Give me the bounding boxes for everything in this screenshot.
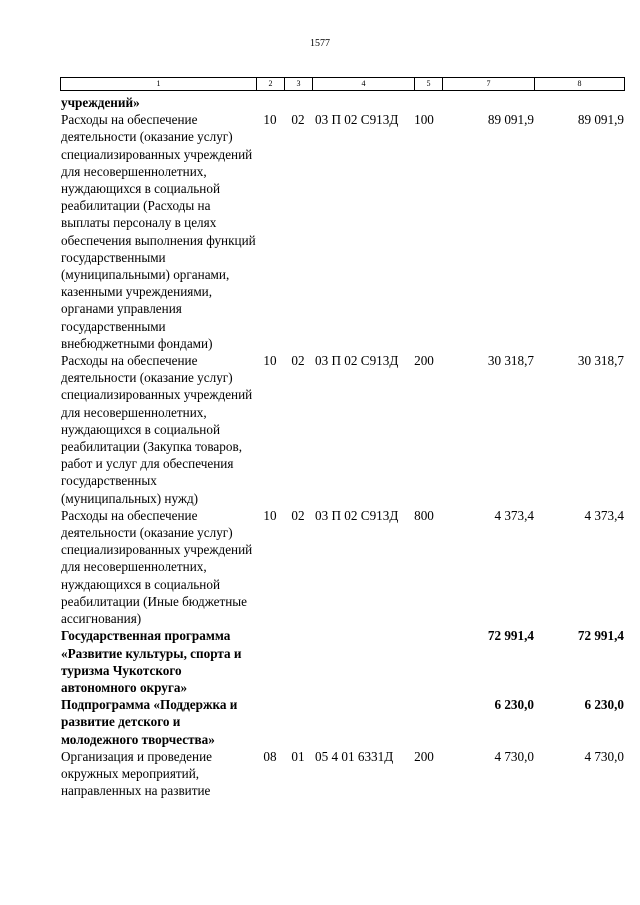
amount-col7-cell [442,94,534,111]
subsection-cell [284,94,312,111]
subsection-cell: 02 [291,112,305,128]
table-row [60,352,624,507]
row-name-cell: Организация и проведение окружных мероприятий, направленных на развитие [61,748,212,799]
row-name-cell: учреждений» [61,95,140,110]
section-cell: 10 [263,112,277,128]
row-name-cell: Расходы на обеспечение деятельности (оказание услуг) специализированных учреждений для несовершеннолетних, нуждающихся в социальной реабилитации (Расходы на выплаты персоналу в целях обеспечения выполнения функций государственными (муниципальными) органами, казенными учреждениями, органами управления государственными внебюджетными фондами) [61,112,256,351]
header-cell: 7 [443,78,535,91]
section-cell: 10 [263,507,277,523]
target-article-cell: 03 П 02 С913Д [315,507,399,523]
table-row [60,111,624,352]
header-cell: 3 [285,78,313,91]
row-name-cell: Расходы на обеспечение деятельности (оказание услуг) специализированных учреждений для несовершеннолетних, нуждающихся в социальной реабилитации (Иные бюджетные ассигнования) [61,507,253,627]
amount-col7-cell: 89 091,9 [487,112,534,128]
header-cell: 2 [257,78,285,91]
expense-type-cell [406,627,442,696]
expense-type-cell [406,696,442,748]
page-number: 1577 [310,38,330,49]
amount-col8-cell: 4 373,4 [584,507,624,523]
row-name-cell: Подпрограмма «Поддержка и развитие детского и молодежного творчества» [61,697,238,747]
amount-col8-cell [534,94,624,111]
budget-table [60,94,624,799]
table-row [60,696,624,748]
subsection-cell: 02 [291,353,305,369]
target-article-cell: 03 П 02 С913Д [315,353,399,369]
amount-col8-cell: 6 230,0 [584,697,624,713]
target-article-cell: 03 П 02 С913Д [315,112,399,128]
target-article-cell [312,94,406,111]
section-cell [256,627,284,696]
header-cell: 8 [535,78,625,91]
column-number-header [60,77,625,91]
table-row [60,627,624,696]
subsection-cell: 01 [291,748,305,764]
amount-col7-cell: 30 318,7 [487,353,534,369]
amount-col8-cell: 30 318,7 [577,353,624,369]
target-article-cell [312,627,406,696]
table-row [60,507,624,627]
row-name-cell: Государственная программа «Развитие культуры, спорта и туризма Чукотского автономного округа» [61,628,242,695]
target-article-cell [312,696,406,748]
amount-col8-cell: 4 730,0 [584,748,624,764]
amount-col8-cell: 89 091,9 [577,112,624,128]
header-cell: 1 [61,78,257,91]
table-row [60,748,624,800]
subsection-cell: 02 [291,507,305,523]
subsection-cell [284,696,312,748]
section-cell: 08 [263,748,277,764]
expense-type-cell: 100 [414,112,434,128]
amount-col7-cell: 6 230,0 [494,697,534,713]
subsection-cell [284,627,312,696]
header-cell: 5 [415,78,443,91]
expense-type-cell: 200 [414,748,434,764]
header-cell: 4 [313,78,415,91]
row-name-cell: Расходы на обеспечение деятельности (оказание услуг) специализированных учреждений для несовершеннолетних, нуждающихся в социальной реабилитации (Закупка товаров, работ и услуг для обеспечения государственных (муниципальных) нужд) [61,353,253,506]
amount-col8-cell: 72 991,4 [577,628,624,644]
header-row [61,78,625,91]
amount-col7-cell: 4 373,4 [494,507,534,523]
section-cell [256,696,284,748]
section-cell: 10 [263,353,277,369]
expense-type-cell [406,94,442,111]
expense-type-cell: 200 [414,353,434,369]
target-article-cell: 05 4 01 6331Д [315,748,394,764]
amount-col7-cell: 4 730,0 [494,748,534,764]
expense-type-cell: 800 [414,507,434,523]
table-row [60,94,624,111]
section-cell [256,94,284,111]
amount-col7-cell: 72 991,4 [487,628,534,644]
